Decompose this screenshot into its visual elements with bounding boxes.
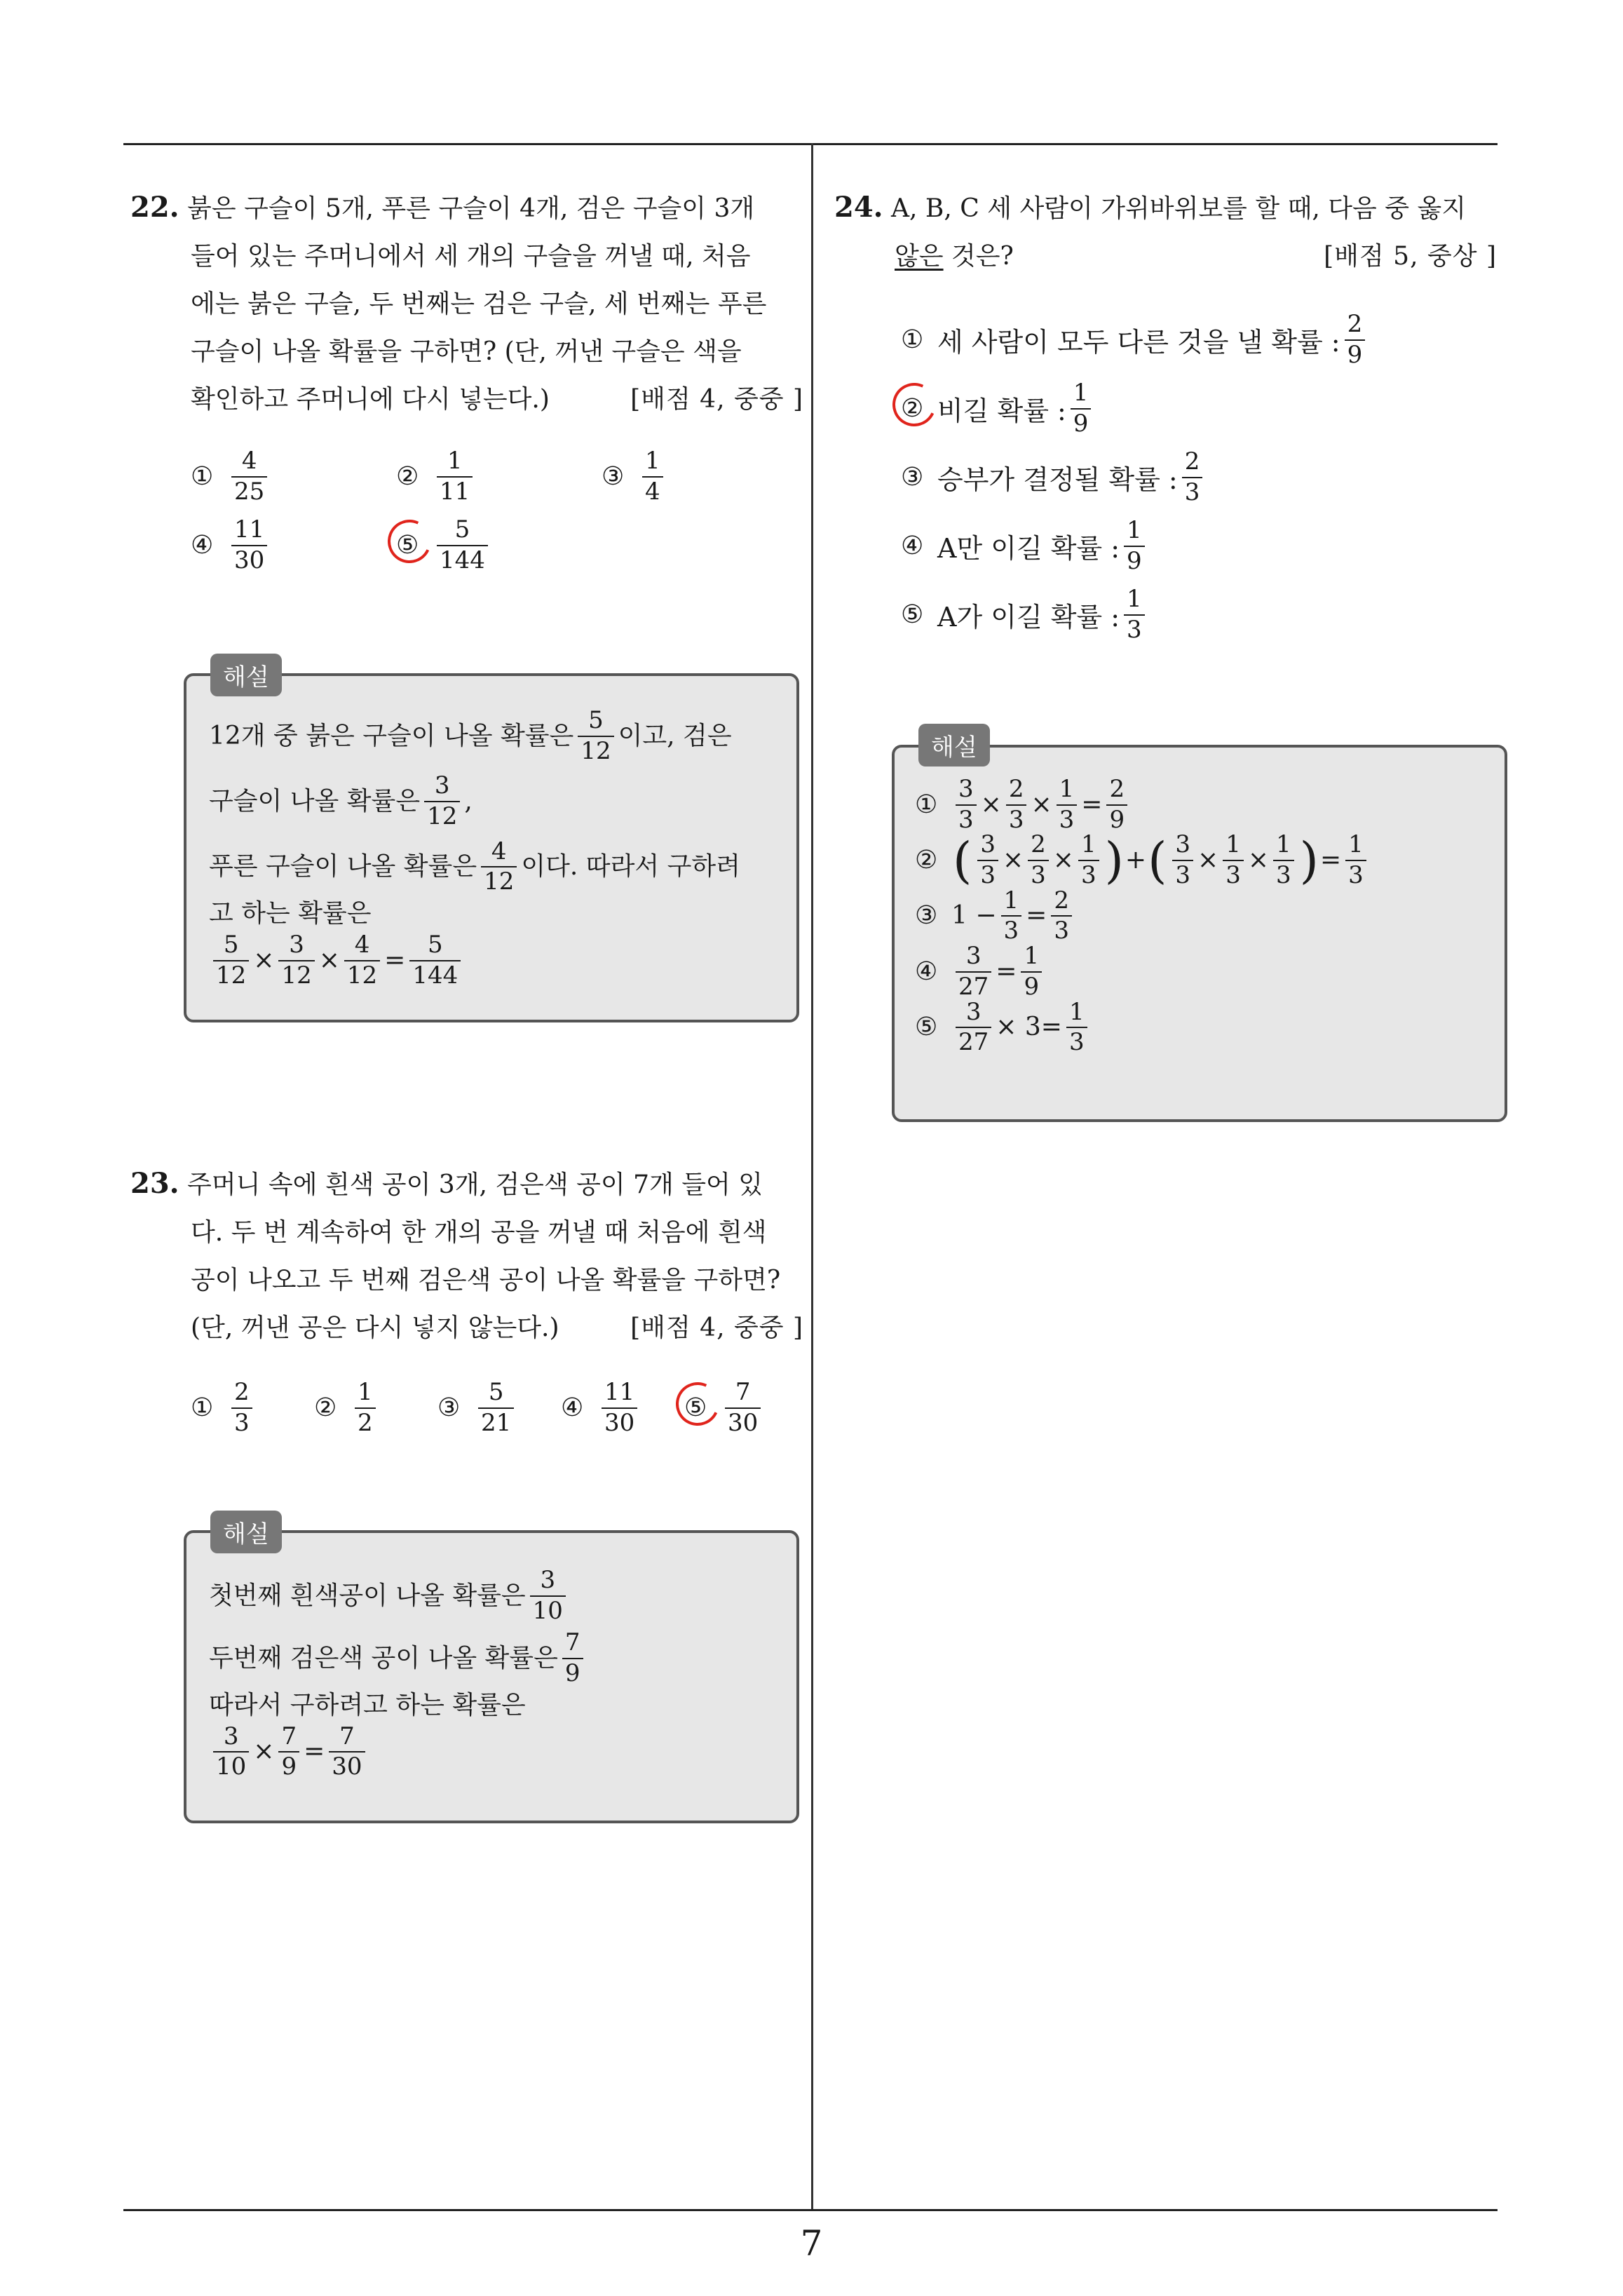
page-number: 7 xyxy=(800,2223,823,2264)
choice-1[interactable]: ① $\frac{4}{25}$ xyxy=(191,449,271,504)
question-text-line: 다. 두 번 계속하여 한 개의 공을 꺼낼 때 처음에 흰색 xyxy=(191,1218,767,1247)
question-text-line: 확인하고 주머니에 다시 넣는다.) xyxy=(191,385,550,414)
question-23 xyxy=(130,1160,803,1352)
choice-4[interactable]: ④ $\frac{11}{30}$ xyxy=(191,518,271,573)
solution-tag: 해설 xyxy=(210,1511,282,1553)
column-divider xyxy=(811,143,813,2211)
choice-3[interactable]: ③ $\frac{1}{4}$ xyxy=(602,449,667,504)
choice-3[interactable]: ③ 승부가 결정될 확률 : $\frac{2}{3}$ xyxy=(901,450,1207,505)
question-text-line: 주머니 속에 흰색 공이 3개, 검은색 공이 7개 들어 있 xyxy=(187,1170,763,1199)
choice-5[interactable]: ⑤ $\frac{7}{30}$ xyxy=(684,1380,765,1436)
score-meta: [배점 4, 중중 ] xyxy=(630,385,803,414)
solution-text: 12개 중 붉은 구슬이 나올 확률은 $\frac{5}{12}$ 이고, 검은 구슬이 나올 확률은 $\frac{3}{12}$ , 푸른 구슬이 나올 확률은 $\frac{4}{12}$ 이다. 따라서 구하려 고 하는 확률은 $\frac{5}{12}$ × $\frac{3}{12}$ × $\frac{4}{12}$ = $\frac{5}{144}$ xyxy=(209,706,740,990)
question-number: 24. xyxy=(834,191,883,224)
top-rule xyxy=(123,143,1498,145)
question-text-line: 붉은 구슬이 5개, 푸른 구슬이 4개, 검은 구슬이 3개 xyxy=(187,194,755,223)
question-text-line: 구슬이 나올 확률을 구하면? (단, 꺼낸 구슬은 색을 xyxy=(191,337,742,366)
choice-3[interactable]: ③ $\frac{5}{21}$ xyxy=(437,1380,518,1436)
score-meta: [배점 5, 중상 ] xyxy=(1324,242,1497,271)
question-text-line: A, B, C 세 사람이 가위바위보를 할 때, 다음 중 옳지 xyxy=(891,194,1467,223)
choice-4[interactable]: ④ $\frac{11}{30}$ xyxy=(561,1380,641,1436)
choice-5[interactable]: ⑤ A가 이길 확률 : $\frac{1}{3}$ xyxy=(901,587,1149,642)
question-text-line: (단, 꺼낸 공은 다시 넣지 않는다.) xyxy=(191,1314,559,1342)
answer-circle-mark: ② xyxy=(901,394,928,423)
solution-tag: 해설 xyxy=(918,724,990,767)
question-number: 23. xyxy=(130,1167,179,1200)
solution-text: 첫번째 흰색공이 나올 확률은 $\frac{3}{10}$ 두번째 검은색 공이 나올 확률은 $\frac{7}{9}$ 따라서 구하려고 하는 확률은 $\frac{3}{10}$ × $\frac{7}{9}$ = $\frac{7}{30}$ xyxy=(209,1568,784,1780)
choice-1[interactable]: ① 세 사람이 모두 다른 것을 낼 확률 : $\frac{2}{9}$ xyxy=(901,312,1369,367)
answer-circle-mark: ⑤ xyxy=(684,1393,711,1422)
choice-1[interactable]: ① $\frac{2}{3}$ xyxy=(191,1380,257,1436)
score-meta: [배점 4, 중중 ] xyxy=(630,1314,803,1342)
underlined-word: 않은 xyxy=(895,242,944,271)
choice-2[interactable]: ② $\frac{1}{2}$ xyxy=(314,1380,380,1436)
choice-2[interactable]: ② $\frac{1}{11}$ xyxy=(396,449,477,504)
question-text-line: 공이 나오고 두 번째 검은색 공이 나올 확률을 구하면? xyxy=(191,1266,781,1295)
question-number: 22. xyxy=(130,191,179,224)
choice-5[interactable]: ⑤ $\frac{5}{144}$ xyxy=(396,518,492,573)
question-text-line: 에는 붉은 구슬, 두 번째는 검은 구슬, 세 번째는 푸른 xyxy=(191,290,767,318)
bottom-rule xyxy=(123,2209,1498,2211)
choice-2[interactable]: ② 비길 확률 : $\frac{1}{9}$ xyxy=(901,381,1095,436)
answer-circle-mark: ⑤ xyxy=(396,531,423,560)
question-text-line: 들어 있는 주머니에서 세 개의 구슬을 꺼낼 때, 처음 xyxy=(191,242,751,271)
choice-4[interactable]: ④ A만 이길 확률 : $\frac{1}{9}$ xyxy=(901,518,1149,574)
solution-text: ① $\frac{3}{3}$ × $\frac{2}{3}$ × $\frac{1}{3}$ = $\frac{2}{9}$ ② ( $\frac{3}{3}$ × $\frac{2}{3}$ × $\frac{1}{3}$ ) + ( $\frac{3}{3}$ × $\frac{1}{3}$ × $\frac{1}{3}$ ) = $\frac{1}{3}$ ③ 1 − $\frac{1}{3}$ = $\frac{2}{3}$ ④ $\frac{3}{27}$ = $\frac{1}{9}$ ⑤ $\frac{3}{27}$ × 3 = $\frac{1}{3}$ xyxy=(915,777,1490,1055)
question-24: 24. A, B, C 세 사람이 가위바위보를 할 때, 다음 중 옳지 않은 것은? [배점 5, 중상 ] xyxy=(834,184,1497,281)
question-22 xyxy=(130,184,803,424)
solution-tag: 해설 xyxy=(210,654,282,696)
